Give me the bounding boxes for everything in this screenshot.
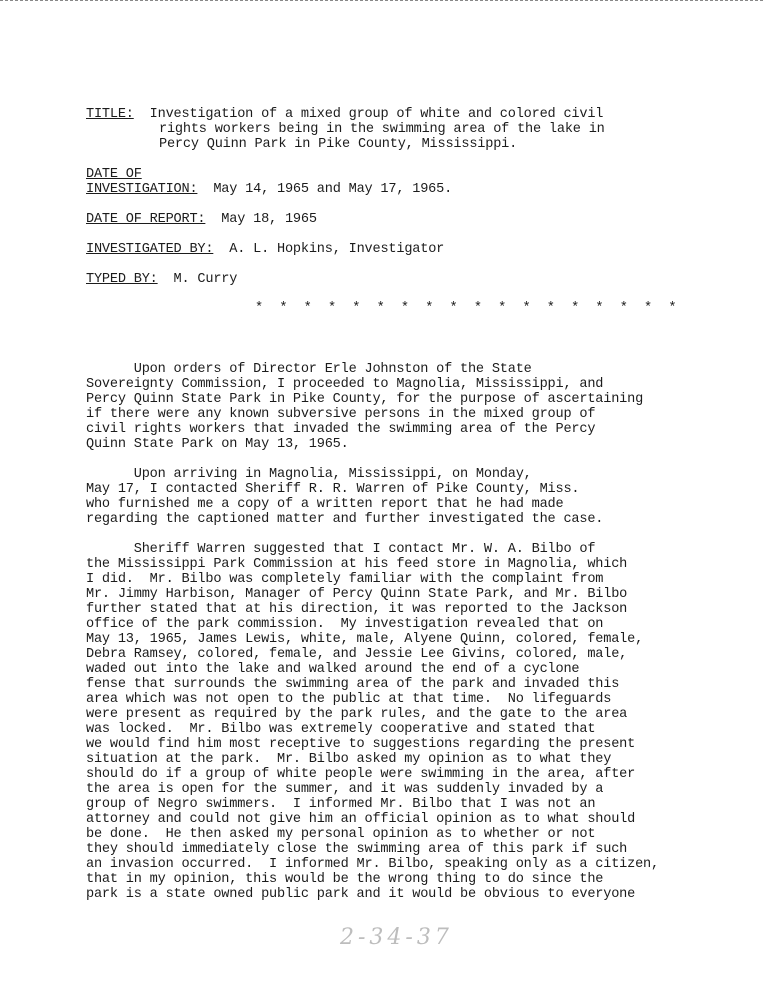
paragraph-line: Debra Ramsey, colored, female, and Jessie Lee Givins, colored, male,: [86, 647, 628, 662]
investigation-label: INVESTIGATION:: [86, 182, 198, 197]
paragraph-line: they should immediately close the swimming area of this park if such: [86, 842, 628, 857]
paragraph-line: Sheriff Warren suggested that I contact Mr. W. A. Bilbo of: [86, 542, 596, 557]
paragraph-line: Percy Quinn State Park in Pike County, for the purpose of ascertaining: [86, 392, 644, 407]
paragraph-line: that in my opinion, this would be the wrong thing to do since the: [86, 872, 604, 887]
paragraph-line: area which was not open to the public at that time. No lifeguards: [86, 692, 612, 707]
paragraph-1: [86, 347, 643, 467]
paragraph-line: waded out into the lake and walked around the end of a cyclone: [86, 662, 580, 677]
investigation-date-row: [86, 182, 452, 197]
paragraph-line: civil rights workers that invaded the swimming area of the Percy: [86, 422, 596, 437]
date-of-label: DATE OF: [86, 167, 142, 182]
paragraph-line: were present as required by the park rules, and the gate to the area: [86, 707, 628, 722]
paragraph-line: Mr. Jimmy Harbison, Manager of Percy Quinn State Park, and Mr. Bilbo: [86, 587, 628, 602]
paragraph-line: situation at the park. Mr. Bilbo asked my opinion as to what they: [86, 752, 612, 767]
paragraph-line: I did. Mr. Bilbo was completely familiar with the complaint from: [86, 572, 604, 587]
paragraph-line: May 13, 1965, James Lewis, white, male, Alyene Quinn, colored, female,: [86, 632, 644, 647]
title-text-1: Investigation of a mixed group of white and colored civil: [149, 107, 604, 122]
paragraph-line: should do if a group of white people were swimming in the area, after: [86, 767, 636, 782]
paragraph-line: fense that surrounds the swimming area of the park and invaded this: [86, 677, 620, 692]
paragraph-line: was locked. Mr. Bilbo was extremely cooperative and stated that: [86, 722, 596, 737]
report-date: May 18, 1965: [221, 212, 317, 227]
paragraph-line: an invasion occurred. I informed Mr. Bilbo, speaking only as a citizen,: [86, 857, 659, 872]
paragraph-line: regarding the captioned matter and further investigated the case.: [86, 512, 604, 527]
paragraph-line: office of the park commission. My investigation revealed that on: [86, 617, 604, 632]
title-line-1: [86, 107, 603, 122]
paragraph-line: park is a state owned public park and it would be obvious to everyone: [86, 887, 636, 902]
report-date-row: [86, 212, 317, 227]
document-stamp: 2-34-37: [340, 925, 453, 950]
paragraph-line: be done. He then asked my personal opinion as to whether or not: [86, 827, 596, 842]
paragraph-line: who furnished me a copy of a written report that he had made: [86, 497, 564, 512]
title-line-2: rights workers being in the swimming area of the lake in: [159, 122, 605, 137]
investigated-by-row: [86, 242, 444, 257]
paragraph-line: attorney and could not give him an official opinion as to what should: [86, 812, 636, 827]
paragraph-line: further stated that at his direction, it was reported to the Jackson: [86, 602, 628, 617]
paragraph-line: Sovereignty Commission, I proceeded to Magnolia, Mississippi, and: [86, 377, 604, 392]
title-label: TITLE:: [86, 107, 134, 122]
typed-by: M. Curry: [173, 272, 238, 287]
paragraph-line: the Mississippi Park Commission at his feed store in Magnolia, which: [86, 557, 628, 572]
investigated-by: A. L. Hopkins, Investigator: [229, 242, 445, 257]
typed-by-row: [86, 272, 237, 287]
paragraph-3: [86, 527, 659, 917]
paragraph-line: Upon arriving in Magnolia, Mississippi, on Monday,: [86, 467, 532, 482]
report-date-label: DATE OF REPORT:: [86, 212, 206, 227]
paragraph-line: the area is open for the summer, and it was suddenly invaded by a: [86, 782, 604, 797]
title-line-3: Percy Quinn Park in Pike County, Mississippi.: [159, 137, 518, 152]
paragraph-line: May 17, I contacted Sheriff R. R. Warren of Pike County, Miss.: [86, 482, 580, 497]
paragraph-line: if there were any known subversive persons in the mixed group of: [86, 407, 596, 422]
investigated-by-label: INVESTIGATED BY:: [86, 242, 214, 257]
page-top-edge: [0, 0, 763, 1]
paragraph-line: group of Negro swimmers. I informed Mr. Bilbo that I was not an: [86, 797, 596, 812]
investigation-date: May 14, 1965 and May 17, 1965.: [213, 182, 453, 197]
typed-by-label: TYPED BY:: [86, 272, 158, 287]
paragraph-line: Quinn State Park on May 13, 1965.: [86, 437, 349, 452]
star-separator: * * * * * * * * * * * * * * * * * *: [255, 301, 681, 316]
paragraph-line: Upon orders of Director Erle Johnston of the State: [86, 362, 532, 377]
paragraph-line: we would find him most receptive to suggestions regarding the present: [86, 737, 636, 752]
